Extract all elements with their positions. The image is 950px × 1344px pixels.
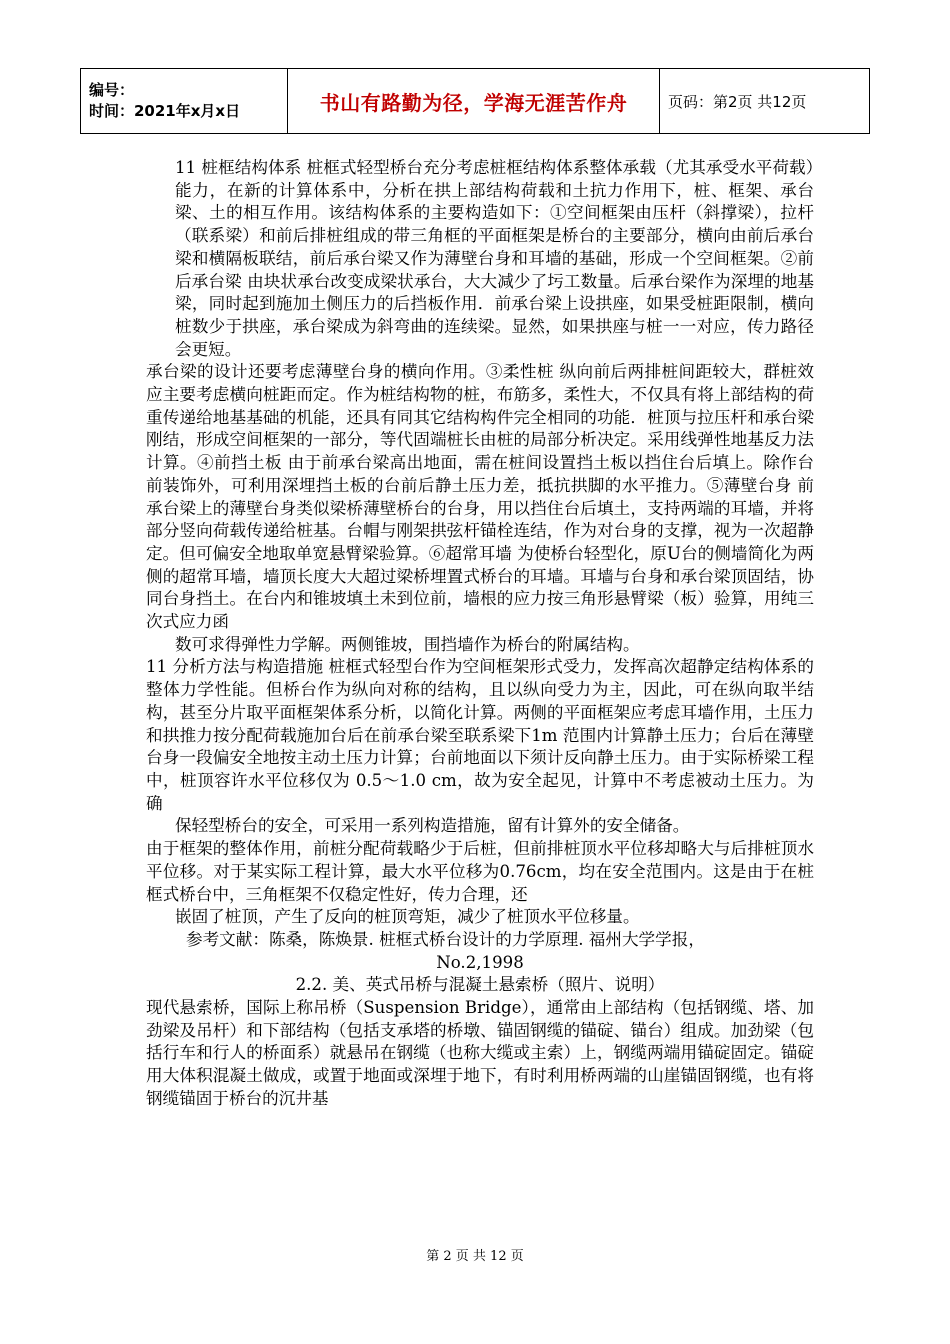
paragraph-pile-frame-end: 数可求得弹性力学解。两侧锥坡，围挡墙作为桥台的附属结构。 bbox=[175, 634, 640, 654]
paragraph-analysis-method: 11 分析方法与构造措施 桩框式轻型台作为空间框架形式受力，发挥高次超静定结构体系的整体力学性能。但桥台作为纵向对称的结构，且以纵向受力为主，因此，可在纵向取半结构，甚至分片取平面框架体系分析，以简化计算。两侧的平面框架应考虑耳墙作用，土压力和拱推力按分配荷载施加台后在前承台梁至联系梁下1m 范围内计算静土压力；台后在薄壁台身一段偏安全地按主动土压力计算；台前地面以下须计反向静土压力。由于实际桥梁工程中，桩顶容许水平位移仅为 0.5～1.0 cm，故为安全起见，计算中不考虑被动土压力。为确 bbox=[146, 657, 814, 813]
paragraph-frame-effect: 由于框架的整体作用，前桩分配荷载略少于后桩，但前排桩顶水平位移却略大与后排桩顶水平位移。对于某实际工程计算，最大水平位移为0.76cm，均在安全范围内。这是由于在桩框式桥台中，三角框架不仅稳定性好，传力合理，还 bbox=[146, 839, 814, 904]
paragraph-suspension-bridge: 现代悬索桥，国际上称吊桥（Suspension Bridge），通常由上部结构（包括钢缆、塔、加劲梁及吊杆）和下部结构（包括支承塔的桥墩、锚固钢缆的锚碇、锚台）组成。加劲梁（包括行车和行人的桥面系）就悬吊在钢缆（也称大缆或主索）上，钢缆两端用锚碇固定。锚碇用大体积混凝土做成，或置于地面或深埋于地下，有时利用桥两端的山崖锚固钢缆，也有将钢缆锚固于桥台的沉井基 bbox=[146, 998, 814, 1108]
page-footer: 第 2 页 共 12 页 bbox=[426, 1249, 524, 1264]
paragraph-pile-frame-continued: 承台梁的设计还要考虑薄壁台身的横向作用。③柔性桩 纵向前后两排桩间距较大，群桩效应主要考虑横向桩距而定。作为桩结构物的桩，布筋多，柔性大，不仅具有将上部结构的荷重传递给地基基础的机能，还具有同其它结构构件完全相同的功能．桩顶与拉压杆和承台梁刚结，形成空间框架的一部分，等代固端桩长由桩的局部分析决定。采用线弹性地基反力法计算。④前挡土板 由于前承台梁高出地面，需在桩间设置挡土板以挡住台后填上。除作台前装饰外，可利用深埋挡土板的台前后静土压力差，抵抗拱脚的水平推力。⑤薄壁台身 前承台梁上的薄壁台身类似梁桥薄壁桥台的台身，用以挡住台后填土，支持两端的耳墙，并将部分竖向荷载传递给桩基。台帽与刚架拱弦杆锚栓连结，作为对台身的支撑，视为一次超静定。但可偏安全地取单宽悬臂梁验算。⑥超常耳墙 为使桥台轻型化，原U台的侧墙简化为两侧的超常耳墙，墙顶长度大大超过梁桥埋置式桥台的耳墙。耳墙与台身和承台梁顶固结，协同台身挡土。在台内和锥坡填土未到位前，墙根的应力按三角形悬臂梁（板）验算，用纯三次式应力函 bbox=[146, 362, 814, 632]
header-page-info: 页码：第2页 共12页 bbox=[660, 69, 870, 134]
page-header bbox=[80, 68, 870, 134]
header-motto: 书山有路勤为径，学海无涯苦作舟 bbox=[288, 69, 660, 134]
reference-issue: No.2,1998 bbox=[436, 952, 524, 972]
paragraph-analysis-method-end: 保轻型桥台的安全，可采用一系列构造措施，留有计算外的安全储备。 bbox=[175, 816, 690, 836]
section-heading: 2.2. 美、英式吊桥与混凝土悬索桥（照片、说明） bbox=[295, 975, 665, 995]
paragraph-pile-frame-system: 11 桩框结构体系 桩框式轻型桥台充分考虑桩框结构体系整体承载（尤其承受水平荷载）能力，在新的计算体系中，分析在拱上部结构荷载和土抗力作用下，桩、框架、承台梁、土的相互作用。该结构体系的主要构造如下：①空间框架由压杆（斜撑梁），拉杆（联系梁）和前后排桩组成的带三角框的平面框架是桥台的主要部分，横向由前后承台梁和横隔板联结，前后承台梁又作为薄壁台身和耳墙的基础，形成一个空间框架。②前后承台梁 由块状承台改变成梁状承台，大大减少了圬工数量。后承台梁作为深埋的地基梁，同时起到施加土侧压力的后挡板作用．前承台梁上设拱座，如果受桩距限制，横向桩数少于拱座，承台梁成为斜弯曲的连续梁。显然，如果拱座与桩一一对应，传力路径会更短。 bbox=[175, 158, 814, 359]
header-meta bbox=[81, 69, 288, 134]
document-date-label: 时间：2021年x月x日 bbox=[89, 102, 241, 120]
document-number-label: 编号： bbox=[89, 81, 135, 99]
reference-line: 参考文献：陈桑，陈焕景. 桩框式桥台设计的力学原理. 福州大学学报， bbox=[186, 929, 705, 949]
paragraph-frame-effect-end: 嵌固了桩顶，产生了反向的桩顶弯矩，减少了桩顶水平位移量。 bbox=[175, 907, 640, 927]
document-body bbox=[146, 157, 814, 1111]
